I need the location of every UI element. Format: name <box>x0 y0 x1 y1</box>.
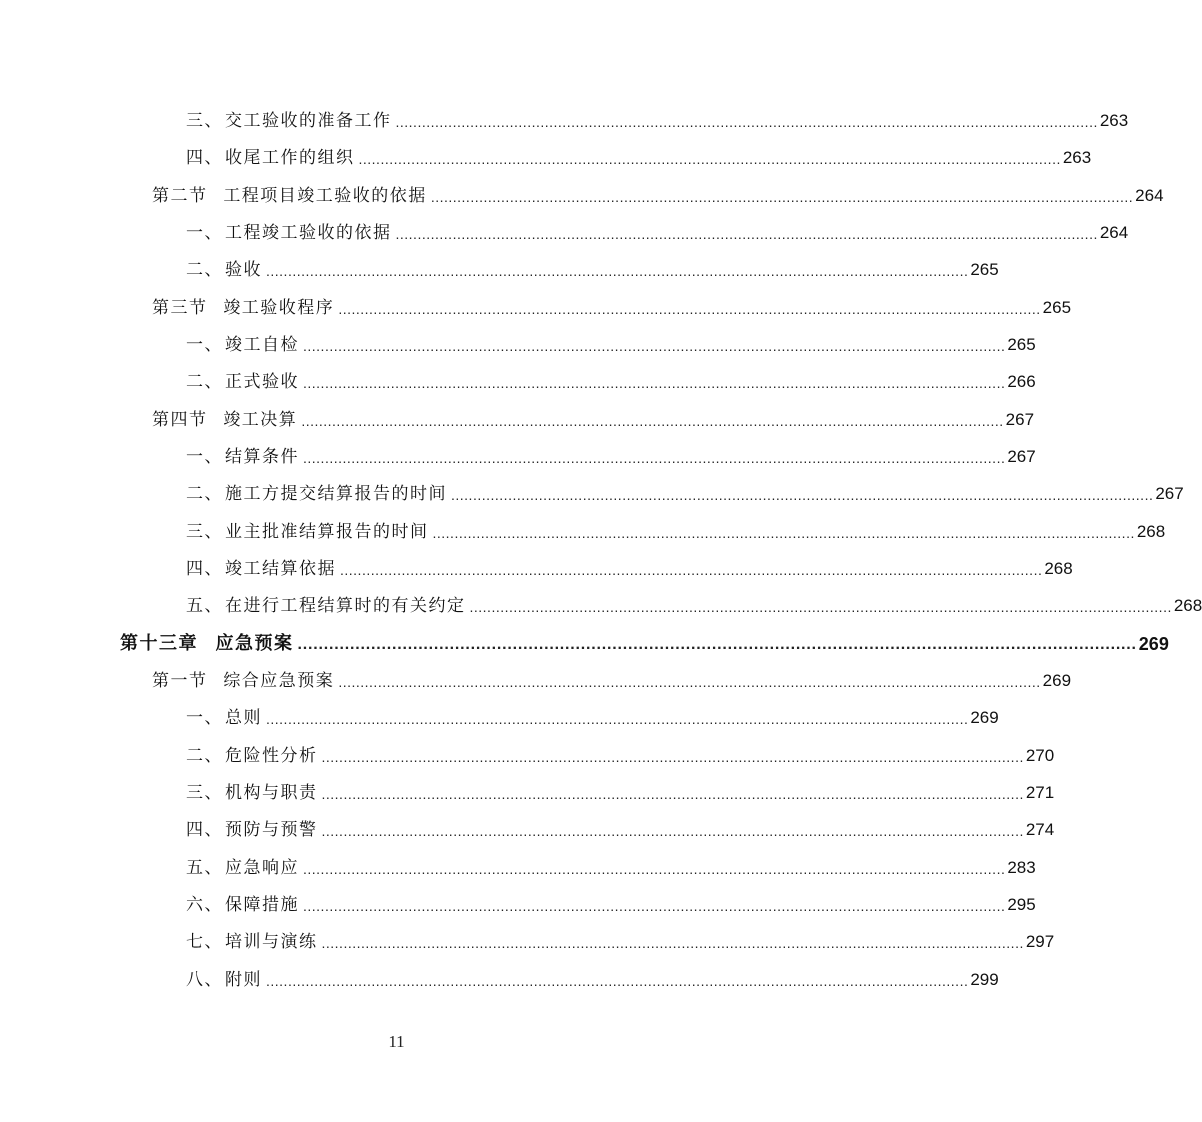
toc-entry-number: 第四节 <box>152 410 208 430</box>
toc-entry-number: 二、 <box>186 746 223 766</box>
toc-dot-leader: ................................................................................................................................................................ <box>321 786 1024 802</box>
toc-entry-page: 269 <box>1138 634 1169 654</box>
toc-entry-text: 交工验收的准备工作 <box>225 111 392 131</box>
toc-entry-title <box>186 483 451 505</box>
toc-entry[interactable] <box>186 104 1129 132</box>
toc-entry-number: 六、 <box>186 895 223 915</box>
toc-entry-text: 竣工结算依据 <box>225 559 336 579</box>
toc-entry[interactable] <box>152 403 1035 431</box>
toc-entry[interactable] <box>152 179 1164 207</box>
toc-entry[interactable] <box>186 253 999 281</box>
toc-entry-text: 工程竣工验收的依据 <box>225 223 392 243</box>
toc-dot-leader: ................................................................................................................................................................ <box>395 226 1098 242</box>
toc-dot-leader: ................................................................................................................................................................ <box>395 114 1098 130</box>
toc-entry-page: 267 <box>1005 410 1035 429</box>
toc-entry[interactable] <box>186 851 1036 879</box>
toc-entry-text: 预防与预警 <box>225 820 318 840</box>
toc-entry[interactable] <box>186 739 1055 767</box>
toc-dot-leader: ................................................................................................................................................................ <box>432 525 1135 541</box>
toc-entry[interactable] <box>186 216 1129 244</box>
toc-entry-text: 总则 <box>225 708 262 728</box>
toc-entry-title <box>152 185 431 207</box>
toc-entry-title <box>186 931 322 953</box>
toc-entry-number: 五、 <box>186 596 223 616</box>
toc-entry-page: 266 <box>1007 372 1036 391</box>
toc-entry-page: 295 <box>1007 895 1036 914</box>
toc-entry[interactable] <box>186 552 1073 580</box>
toc-entry-number: 第十三章 <box>120 633 198 654</box>
toc-entry-title <box>186 819 322 841</box>
toc-entry-page: 283 <box>1007 858 1036 877</box>
toc-entry-title <box>152 297 338 319</box>
toc-entry-page: 269 <box>970 708 999 727</box>
toc-dot-leader: ................................................................................................................................................................ <box>321 749 1024 765</box>
toc-entry-title <box>152 409 301 431</box>
toc-entry-text: 验收 <box>225 260 262 280</box>
toc-entry[interactable] <box>186 440 1036 468</box>
toc-entry[interactable] <box>152 291 1072 319</box>
toc-dot-leader: ................................................................................................................................................................ <box>430 189 1134 205</box>
toc-entry-text: 危险性分析 <box>225 746 318 766</box>
toc-entry-page: 268 <box>1044 559 1073 578</box>
toc-entry-title <box>186 446 303 468</box>
toc-entry[interactable] <box>186 813 1055 841</box>
toc-entry-number: 三、 <box>186 522 223 542</box>
toc-entry[interactable] <box>186 888 1036 916</box>
toc-entry-number: 四、 <box>186 820 223 840</box>
toc-entry-page: 269 <box>1042 671 1072 690</box>
toc-entry-title <box>186 969 266 991</box>
toc-entry-text: 附则 <box>225 970 262 990</box>
toc-entry-text: 保障措施 <box>225 895 299 915</box>
toc-entry-title <box>186 707 266 729</box>
toc-entry-number: 一、 <box>186 335 223 355</box>
toc-entry-page: 265 <box>970 260 999 279</box>
toc-entry-page: 297 <box>1025 932 1055 951</box>
toc-entry-page: 264 <box>1135 186 1164 205</box>
toc-dot-leader: ................................................................................................................................................................ <box>451 487 1154 503</box>
toc-dot-leader: ................................................................................................................................................................ <box>321 823 1024 839</box>
toc-entry-text: 业主批准结算报告的时间 <box>225 522 429 542</box>
toc-entry[interactable] <box>186 328 1036 356</box>
toc-dot-leader: ................................................................................................................................................................ <box>266 263 969 279</box>
toc-dot-leader: ................................................................................................................................................................ <box>266 711 969 727</box>
toc-entry-number: 第二节 <box>152 186 208 206</box>
toc-entry-text: 收尾工作的组织 <box>225 148 355 168</box>
toc-entry-text: 竣工决算 <box>223 410 298 430</box>
toc-entry-page: 268 <box>1136 522 1166 541</box>
toc-dot-leader: ................................................................................................................................................................ <box>303 375 1006 391</box>
toc-entry-page: 268 <box>1173 596 1202 615</box>
toc-entry-title <box>186 334 303 356</box>
toc-entry-title <box>186 857 303 879</box>
toc-entry-page: 267 <box>1155 484 1184 503</box>
toc-entry-title <box>186 782 322 804</box>
toc-entry-number: 四、 <box>186 148 223 168</box>
toc-entry-title <box>186 147 359 169</box>
toc-entry-page: 271 <box>1025 783 1055 802</box>
toc-entry-title <box>186 259 266 281</box>
toc-entry-number: 八、 <box>186 970 223 990</box>
toc-entry-text: 竣工验收程序 <box>223 298 335 318</box>
toc-entry-text: 结算条件 <box>225 447 299 467</box>
toc-entry-number: 第三节 <box>152 298 208 318</box>
toc-entry[interactable] <box>186 365 1036 393</box>
toc-entry-text: 应急预案 <box>215 633 294 654</box>
toc-entry-number: 二、 <box>186 372 223 392</box>
toc-entry-page: 274 <box>1025 820 1055 839</box>
toc-entry-text: 机构与职责 <box>225 783 318 803</box>
page-number: 11 <box>388 1032 405 1051</box>
toc-dot-leader: ................................................................................................................................................................ <box>297 636 1137 653</box>
toc-dot-leader: ................................................................................................................................................................ <box>301 413 1004 429</box>
toc-entry-page: 263 <box>1099 111 1129 130</box>
toc-entry[interactable] <box>186 589 1202 617</box>
toc-dot-leader: ................................................................................................................................................................ <box>338 301 1041 317</box>
toc-dot-leader: ................................................................................................................................................................ <box>321 935 1024 951</box>
toc-entry[interactable] <box>186 925 1055 953</box>
toc-entry-text: 工程项目竣工验收的依据 <box>223 186 427 206</box>
toc-entry-title <box>186 595 470 617</box>
toc-entry-title <box>186 110 396 132</box>
toc-entry-text: 在进行工程结算时的有关约定 <box>225 596 466 616</box>
toc-entry-page: 265 <box>1042 298 1072 317</box>
toc-entry-number: 一、 <box>186 223 223 243</box>
toc-entry[interactable] <box>186 477 1184 505</box>
toc-entry-text: 竣工自检 <box>225 335 299 355</box>
toc-entry-title <box>186 521 433 543</box>
toc-entry-text: 正式验收 <box>225 372 299 392</box>
toc-entry-number: 二、 <box>186 484 223 504</box>
toc-entry-title <box>186 894 303 916</box>
toc-entry-text: 培训与演练 <box>225 932 318 952</box>
toc-dot-leader: ................................................................................................................................................................ <box>303 861 1006 877</box>
toc-dot-leader: ................................................................................................................................................................ <box>338 674 1041 690</box>
toc-entry-title <box>152 670 338 692</box>
toc-entry-number: 四、 <box>186 559 223 579</box>
toc-entry[interactable] <box>186 141 1092 169</box>
toc-chapter-entry[interactable] <box>120 627 1169 655</box>
toc-entry-text: 应急响应 <box>225 858 299 878</box>
toc-entry-number: 二、 <box>186 260 223 280</box>
toc-entry[interactable] <box>186 963 999 991</box>
toc-entry-number: 一、 <box>186 708 223 728</box>
toc-entry-text: 综合应急预案 <box>223 671 335 691</box>
toc-entry-page: 264 <box>1099 223 1129 242</box>
toc-dot-leader: ................................................................................................................................................................ <box>303 450 1006 466</box>
toc-dot-leader: ................................................................................................................................................................ <box>340 562 1043 578</box>
toc-entry-page: 270 <box>1025 746 1055 765</box>
toc-entry[interactable] <box>186 776 1055 804</box>
toc-entry-title <box>186 222 396 244</box>
toc-entry-number: 七、 <box>186 932 223 952</box>
toc-entry-number: 五、 <box>186 858 223 878</box>
toc-entry-number: 第一节 <box>152 671 208 691</box>
toc-entry-title <box>186 371 303 393</box>
toc-entry-title <box>186 558 340 580</box>
toc-dot-leader: ................................................................................................................................................................ <box>469 599 1172 615</box>
toc-entry-page: 267 <box>1007 447 1036 466</box>
toc-dot-leader: ................................................................................................................................................................ <box>358 151 1061 167</box>
toc-entry-text: 施工方提交结算报告的时间 <box>225 484 447 504</box>
toc-entry[interactable] <box>186 701 999 729</box>
toc-entry-number: 三、 <box>186 783 223 803</box>
toc-entry-page: 263 <box>1062 148 1092 167</box>
toc-entry-number: 三、 <box>186 111 223 131</box>
toc-entry-title <box>186 745 322 767</box>
toc-dot-leader: ................................................................................................................................................................ <box>303 338 1006 354</box>
toc-entry[interactable] <box>152 664 1072 692</box>
toc-entry-page: 265 <box>1007 335 1036 354</box>
toc-dot-leader: ................................................................................................................................................................ <box>266 973 969 989</box>
toc-entry[interactable] <box>186 515 1166 543</box>
toc-entry-page: 299 <box>970 970 999 989</box>
toc-dot-leader: ................................................................................................................................................................ <box>303 898 1006 914</box>
toc-entry-title <box>120 633 298 655</box>
toc-entry-number: 一、 <box>186 447 223 467</box>
